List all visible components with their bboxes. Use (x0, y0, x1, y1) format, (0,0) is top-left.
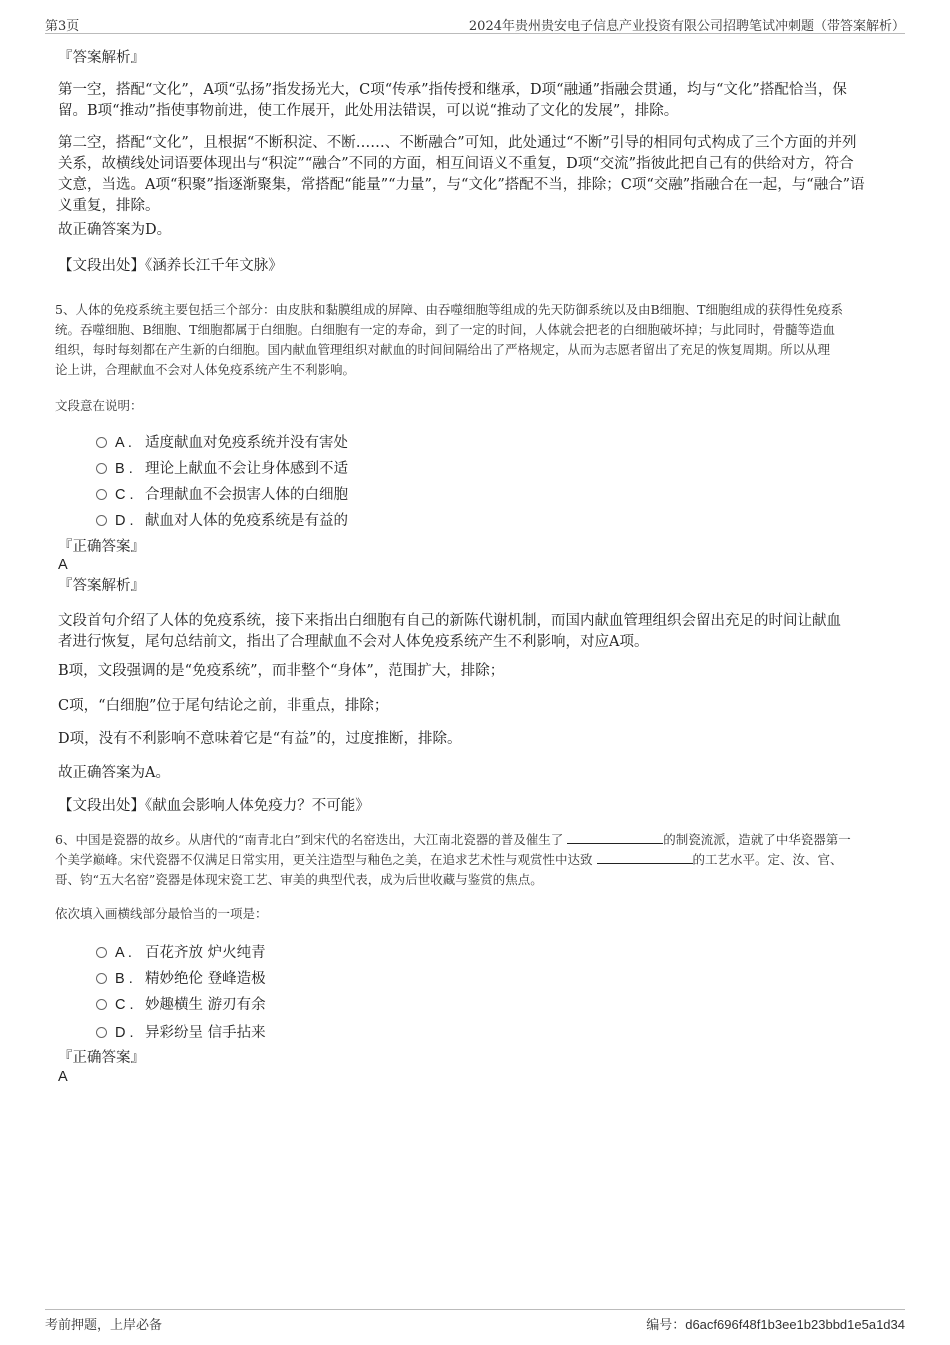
radio-button[interactable] (96, 463, 107, 474)
page-number: 第3页 (45, 19, 80, 34)
option-text: 献血对人体的免疫系统是有益的 (145, 513, 348, 529)
text-line: 关系，故横线处词语要体现出与“积淀”“融合”不同的方面，相互间语义不重复，D项“交流”指彼此把自己有的供给对方，符合 (58, 156, 854, 172)
text-line: 5、人体的免疫系统主要包括三个部分：由皮肤和黏膜组成的屏障、由吞噬细胞等组成的先天防御系统以及由B细胞、T细胞组成的获得性免疫系 (55, 302, 843, 317)
question-6-prompt: 依次填入画横线部分最恰当的一项是： (55, 906, 268, 921)
analysis-label: 『答案解析』 (58, 50, 145, 66)
text-segment: 6、中国是瓷器的故乡。从唐代的“南青北白”到宋代的名窑迭出，大江南北瓷器的普及催生了 (55, 832, 564, 847)
option-text: 适度献血对免疫系统并没有害处 (145, 435, 348, 451)
analysis-paragraph-2: B项，文段强调的是“免疫系统”，而非整个“身体”，范围扩大，排除； (58, 663, 505, 679)
option-a[interactable] (96, 941, 266, 961)
text-line: 义重复，排除。 (58, 198, 160, 214)
radio-button[interactable] (96, 1027, 107, 1038)
text-line: 第一空，搭配“文化”，A项“弘扬”指发扬光大，C项“传承”指传授和继承，D项“融通”指融会贯通，均与“文化”搭配恰当，保 (58, 82, 847, 98)
text-line: 统。吞噬细胞、B细胞、T细胞都属于白细胞。白细胞有一定的寿命，到了一定的时间，人体就会把老的白细胞破坏掉；与此同时，骨髓等造血 (55, 322, 836, 337)
analysis-paragraph-1 (58, 80, 898, 122)
option-text: 合理献血不会损害人体的白细胞 (145, 487, 348, 503)
page-header (45, 13, 905, 34)
text-line (55, 830, 903, 850)
text-line (55, 850, 903, 870)
correct-answer-label: 『正确答案』 (58, 539, 145, 555)
analysis-label: 『答案解析』 (58, 578, 145, 594)
analysis-paragraph-3: C项，“白细胞”位于尾句结论之前，非重点，排除； (58, 698, 389, 714)
source-reference: 【文段出处】《献血会影响人体免疫力？不可能》 (58, 798, 370, 814)
analysis-paragraph-4: D项，没有不利影响不意味着它是“有益”的，过度推断，排除。 (58, 731, 462, 747)
code-value: d6acf696f48f1b3ee1b23bbd1e5a1d34 (685, 1317, 905, 1332)
analysis-paragraph-1 (58, 611, 898, 653)
option-c[interactable] (96, 993, 266, 1013)
code-label: 编号： (646, 1318, 686, 1333)
option-b[interactable] (96, 457, 348, 477)
source-reference: 【文段出处】《涵养长江千年文脉》 (58, 258, 283, 274)
option-a[interactable] (96, 431, 348, 451)
text-line: 哥、钧“五大名窑”瓷器是体现宋瓷工艺、审美的典型代表，成为后世收藏与鉴赏的焦点。 (55, 872, 543, 887)
correct-answer: A (58, 1069, 68, 1085)
correct-answer: A (58, 557, 68, 573)
text-segment: 的制瓷流派，造就了中华瓷器第一 (663, 832, 851, 847)
option-letter: C . (115, 487, 134, 503)
document-code (646, 1314, 905, 1333)
text-line: 论上讲，合理献血不会对人体免疫系统产生不利影响。 (55, 362, 356, 377)
fill-blank-1 (567, 831, 663, 844)
option-d[interactable] (96, 509, 348, 529)
analysis-paragraph-2 (58, 133, 898, 217)
radio-button[interactable] (96, 973, 107, 984)
option-b[interactable] (96, 967, 266, 987)
fill-blank-2 (597, 851, 693, 864)
option-text: 百花齐放 炉火纯青 (145, 945, 266, 961)
option-letter: D . (115, 1025, 134, 1041)
question-5-stem (55, 300, 903, 380)
option-d[interactable] (96, 1021, 266, 1041)
radio-button[interactable] (96, 947, 107, 958)
option-letter: C . (115, 997, 134, 1013)
question-6-stem (55, 830, 903, 890)
option-letter: A . (115, 435, 132, 451)
text-segment: 的工艺水平。定、汝、官、 (692, 852, 843, 867)
radio-button[interactable] (96, 515, 107, 526)
text-line: 文意，当选。A项“积聚”指逐渐聚集，常搭配“能量”“力量”，与“文化”搭配不当，排除；C项“交融”指融合在一起，与“融合”语 (58, 177, 865, 193)
text-line: 文段首句介绍了人体的免疫系统，接下来指出白细胞有自己的新陈代谢机制，而国内献血管理组织会留出充足的时间让献血 (58, 613, 841, 629)
option-text: 妙趣横生 游刃有余 (145, 997, 266, 1013)
text-line: 者进行恢复，尾句总结前文，指出了合理献血不会对人体免疫系统产生不利影响，对应A项。 (58, 634, 649, 650)
radio-button[interactable] (96, 437, 107, 448)
correct-answer-label: 『正确答案』 (58, 1050, 145, 1066)
option-text: 精妙绝伦 登峰造极 (145, 971, 266, 987)
radio-button[interactable] (96, 489, 107, 500)
conclusion: 故正确答案为D。 (58, 222, 172, 238)
page-footer (45, 1309, 905, 1332)
document-title: 2024年贵州贵安电子信息产业投资有限公司招聘笔试冲刺题（带答案解析） (468, 19, 905, 34)
text-segment: 个美学巅峰。宋代瓷器不仅满足日常实用，更关注造型与釉色之美，在追求艺术性与观赏性中达致 (55, 852, 593, 867)
text-line: 留。B项“推动”指使事物前进，使工作展开，此处用法错误，可以说“推动了文化的发展”，排除。 (58, 103, 679, 119)
question-5-prompt: 文段意在说明： (55, 398, 143, 413)
option-c[interactable] (96, 483, 348, 503)
option-letter: A . (115, 945, 132, 961)
option-letter: B . (115, 971, 133, 987)
option-text: 异彩纷呈 信手拈来 (145, 1025, 266, 1041)
text-line: 第二空，搭配“文化”，且根据“不断积淀、不断……、不断融合”可知，此处通过“不断”引导的相同句式构成了三个方面的并列 (58, 135, 857, 151)
option-text: 理论上献血不会让身体感到不适 (145, 461, 348, 477)
radio-button[interactable] (96, 999, 107, 1010)
text-line: 组织，每时每刻都在产生新的白细胞。国内献血管理组织对献血的时间间隔给出了严格规定，从而为志愿者留出了充足的恢复周期。所以从理 (55, 342, 831, 357)
conclusion: 故正确答案为A。 (58, 765, 170, 781)
option-letter: D . (115, 513, 134, 529)
footer-slogan: 考前押题，上岸必备 (45, 1318, 163, 1333)
option-letter: B . (115, 461, 133, 477)
